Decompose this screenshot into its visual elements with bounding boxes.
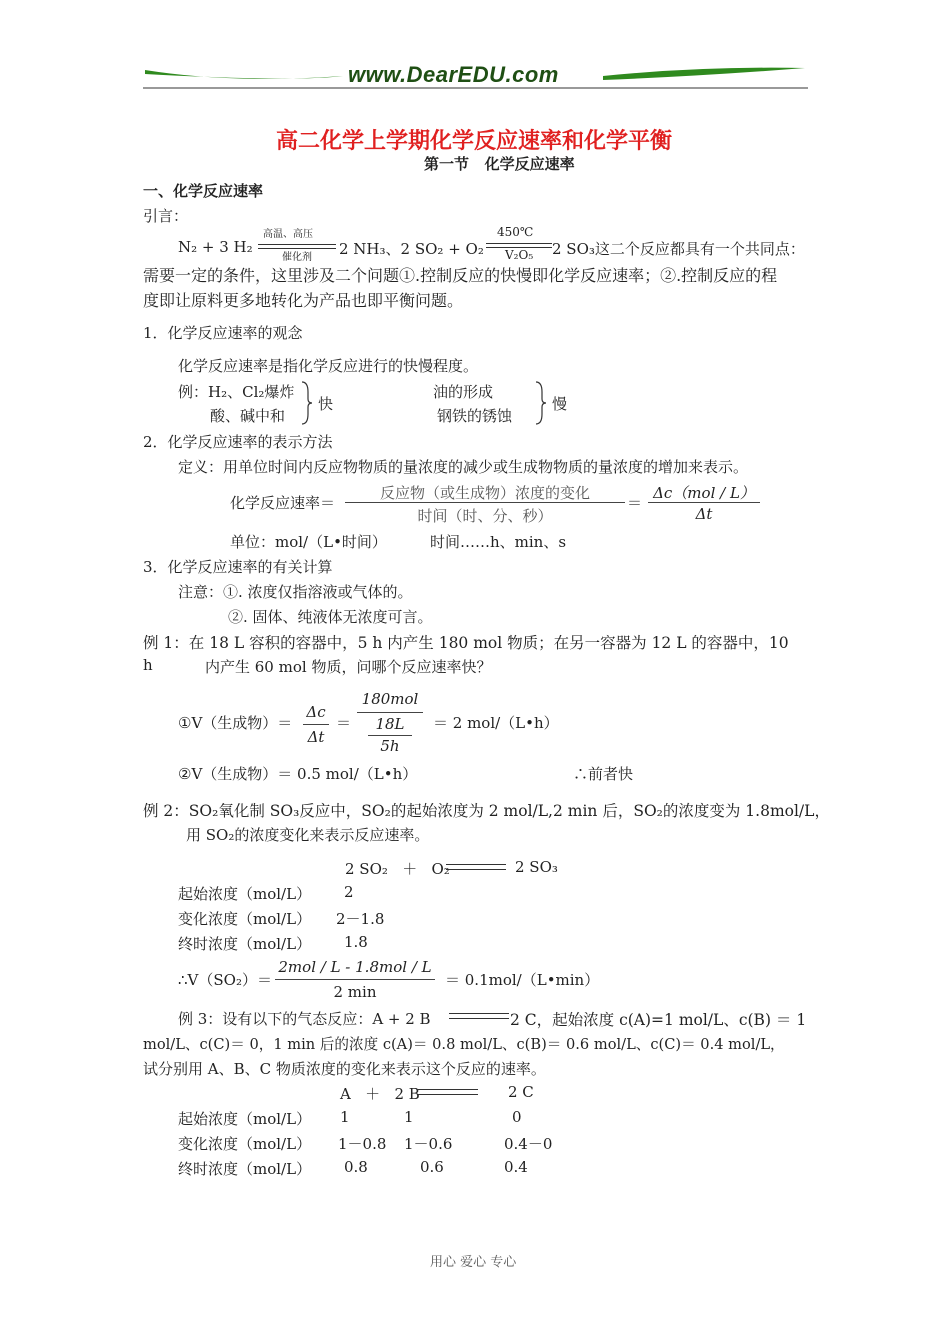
ex1-v2: ②V（生成物）＝ 0.5 mol/（L•h） [178, 765, 418, 783]
ex3-cell-c: 0 [512, 1108, 522, 1126]
s3-note1: 注意：①. 浓度仅指溶液或气体的。 [178, 583, 413, 601]
eq2-arrow [486, 243, 552, 244]
eq2-cond-top: 450℃ [497, 225, 534, 239]
intro-line2: 需要一定的条件，这里涉及二个问题①.控制反应的快慢即化学反应速率；②.控制反应的程 [143, 266, 778, 285]
brace-icon [534, 380, 548, 426]
ex3-arrow [449, 1013, 509, 1014]
ex2-eq-right: 2 SO₃ [515, 858, 558, 876]
s2-time: 时间……h、min、s [430, 533, 567, 551]
ex3-line1a: 例 3：设有以下的气态反应：A + 2 B [178, 1010, 431, 1028]
eq1-cond-top: 高温、高压 [263, 229, 313, 240]
ex2-row-label: 起始浓度（mol/L） [178, 885, 312, 903]
ex2-denominator: 2 min [333, 983, 377, 1001]
ex3-cell-c: 0.4 [504, 1158, 528, 1176]
ex1-dt: Δt [307, 728, 325, 746]
ex3-row-label: 变化浓度（mol/L） [178, 1135, 312, 1153]
s1-fast: 快 [318, 395, 334, 413]
ex2-row-value: 2－1.8 [336, 910, 385, 928]
ex2-result: ＝ 0.1mol/（L•min） [445, 971, 600, 989]
ex3-eq-arrow [418, 1089, 478, 1090]
ex3-cell-c: 0.4－0 [504, 1135, 553, 1153]
ex3-eq-right: 2 C [508, 1083, 534, 1101]
ex1-result: ＝ 2 mol/（L•h） [433, 714, 559, 732]
site-logo: www.DearEDU.com [348, 62, 559, 87]
ex3-row-label: 起始浓度（mol/L） [178, 1110, 312, 1128]
ex2-arrow [446, 864, 506, 865]
eq1-cond-bottom: 催化剂 [282, 252, 312, 263]
ex2-numerator: 2mol / L - 1.8mol / L [278, 958, 432, 976]
ex1-v1-label: ①V（生成物）＝ [178, 714, 293, 732]
ex1-den-numerator: 18L [375, 715, 405, 733]
s1-example-d: 钢铁的锈蚀 [437, 407, 513, 425]
ex1-equals: ＝ [336, 714, 352, 732]
page-title: 高二化学上学期化学反应速率和化学平衡 [276, 129, 673, 154]
ex1-line2b: 内产生 60 mol 物质，问哪个反应速率快？ [205, 658, 492, 676]
ex1-numerator: 180mol [361, 690, 419, 708]
brace-icon [300, 380, 314, 426]
intro-label: 引言： [143, 207, 189, 225]
ex3-cell-a: 0.8 [344, 1158, 368, 1176]
ex2-eq-left: 2 SO₂ ＋ O₂ [345, 860, 450, 878]
ex2-v-label: ∴V（SO₂）＝ [178, 971, 272, 989]
s2-formula-denominator2: Δt [695, 505, 713, 523]
s2-unit: 单位：mol/（L•时间） [230, 533, 387, 551]
header-banner [143, 62, 808, 92]
ex1-line2a: h [143, 656, 153, 674]
s1-example-a: 例：H₂、Cl₂爆炸 [178, 383, 295, 401]
ex2-row-label: 变化浓度（mol/L） [178, 910, 312, 928]
ex3-line3: 试分别用 A、B、C 物质浓度的变化来表示这个反应的速率。 [143, 1060, 546, 1078]
s1-slow: 慢 [552, 395, 568, 413]
intro-line3: 度即让原料更多地转化为产品也即平衡问题。 [143, 291, 464, 310]
page-footer: 用心 爱心 专心 [430, 1255, 517, 1270]
ex2-line2: 用 SO₂的浓度变化来表示反应速率。 [186, 826, 430, 844]
ex3-row-label: 终时浓度（mol/L） [178, 1160, 312, 1178]
s3-heading: 3．化学反应速率的有关计算 [143, 558, 333, 576]
ex3-eq-left: A ＋ 2 B [340, 1085, 420, 1103]
ex2-row-value: 2 [344, 883, 354, 901]
section-subtitle: 第一节 化学反应速率 [424, 155, 575, 173]
s1-text: 化学反应速率是指化学反应进行的快慢程度。 [178, 357, 479, 375]
s2-formula-numerator2: Δc（mol / L） [653, 484, 755, 502]
ex3-cell-b: 1 [404, 1108, 414, 1126]
ex3-line2: mol/L、c(C)＝ 0，1 min 后的浓度 c(A)＝ 0.8 mol/L、c(B)＝ 0.6 mol/L、c(C)＝ 0.4 mol/L， [143, 1036, 785, 1053]
eq1-mid: 2 NH₃、2 SO₂ + O₂ [339, 240, 484, 258]
ex3-line1b: 2 C，起始浓度 c(A)=1 mol/L、c(B) ＝ 1 [510, 1011, 807, 1029]
eq2-cond-bottom: V₂O₅ [505, 248, 534, 262]
ex3-cell-b: 1－0.6 [404, 1135, 453, 1153]
s2-formula-equals: ＝ [627, 494, 643, 512]
ex1-den-denominator: 5h [380, 737, 400, 755]
s2-heading: 2．化学反应速率的表示方法 [143, 433, 333, 451]
ex1-line1: 例 1：在 18 L 容积的容器中，5 h 内产生 180 mol 物质；在另一容器为 12 L 的容器中，10 [143, 634, 789, 652]
ex1-dc: Δc [306, 703, 326, 721]
ex2-row-value: 1.8 [344, 933, 368, 951]
ex3-cell-a: 1－0.8 [338, 1135, 387, 1153]
ex1-conclusion: ∴前者快 [573, 765, 634, 783]
s3-note2: ②. 固体、纯液体无浓度可言。 [228, 608, 433, 626]
s2-formula-numerator: 反应物（或生成物）浓度的变化 [379, 484, 590, 502]
eq2-right: 2 SO₃这二个反应都具有一个共同点： [552, 240, 805, 258]
s2-definition: 定义：用单位时间内反应物物质的量浓度的减少或生成物物质的量浓度的增加来表示。 [178, 458, 749, 476]
eq1-left: N₂ + 3 H₂ [178, 238, 253, 256]
s1-example-b: 酸、碱中和 [210, 407, 286, 425]
heading-1: 一、化学反应速率 [143, 182, 264, 200]
s2-formula-left: 化学反应速率＝ [230, 494, 336, 512]
ex3-cell-b: 0.6 [420, 1158, 444, 1176]
s1-example-c: 油的形成 [433, 383, 494, 401]
ex2-row-label: 终时浓度（mol/L） [178, 935, 312, 953]
s2-formula-denominator: 时间（时、分、秒） [417, 507, 553, 525]
eq1-arrow [258, 244, 336, 245]
s1-heading: 1．化学反应速率的观念 [143, 324, 303, 342]
ex3-cell-a: 1 [340, 1108, 350, 1126]
ex2-line1: 例 2：SO₂氧化制 SO₃反应中，SO₂的起始浓度为 2 mol/L,2 min 后，SO₂的浓度变为 1.8mol/L， [143, 802, 830, 820]
